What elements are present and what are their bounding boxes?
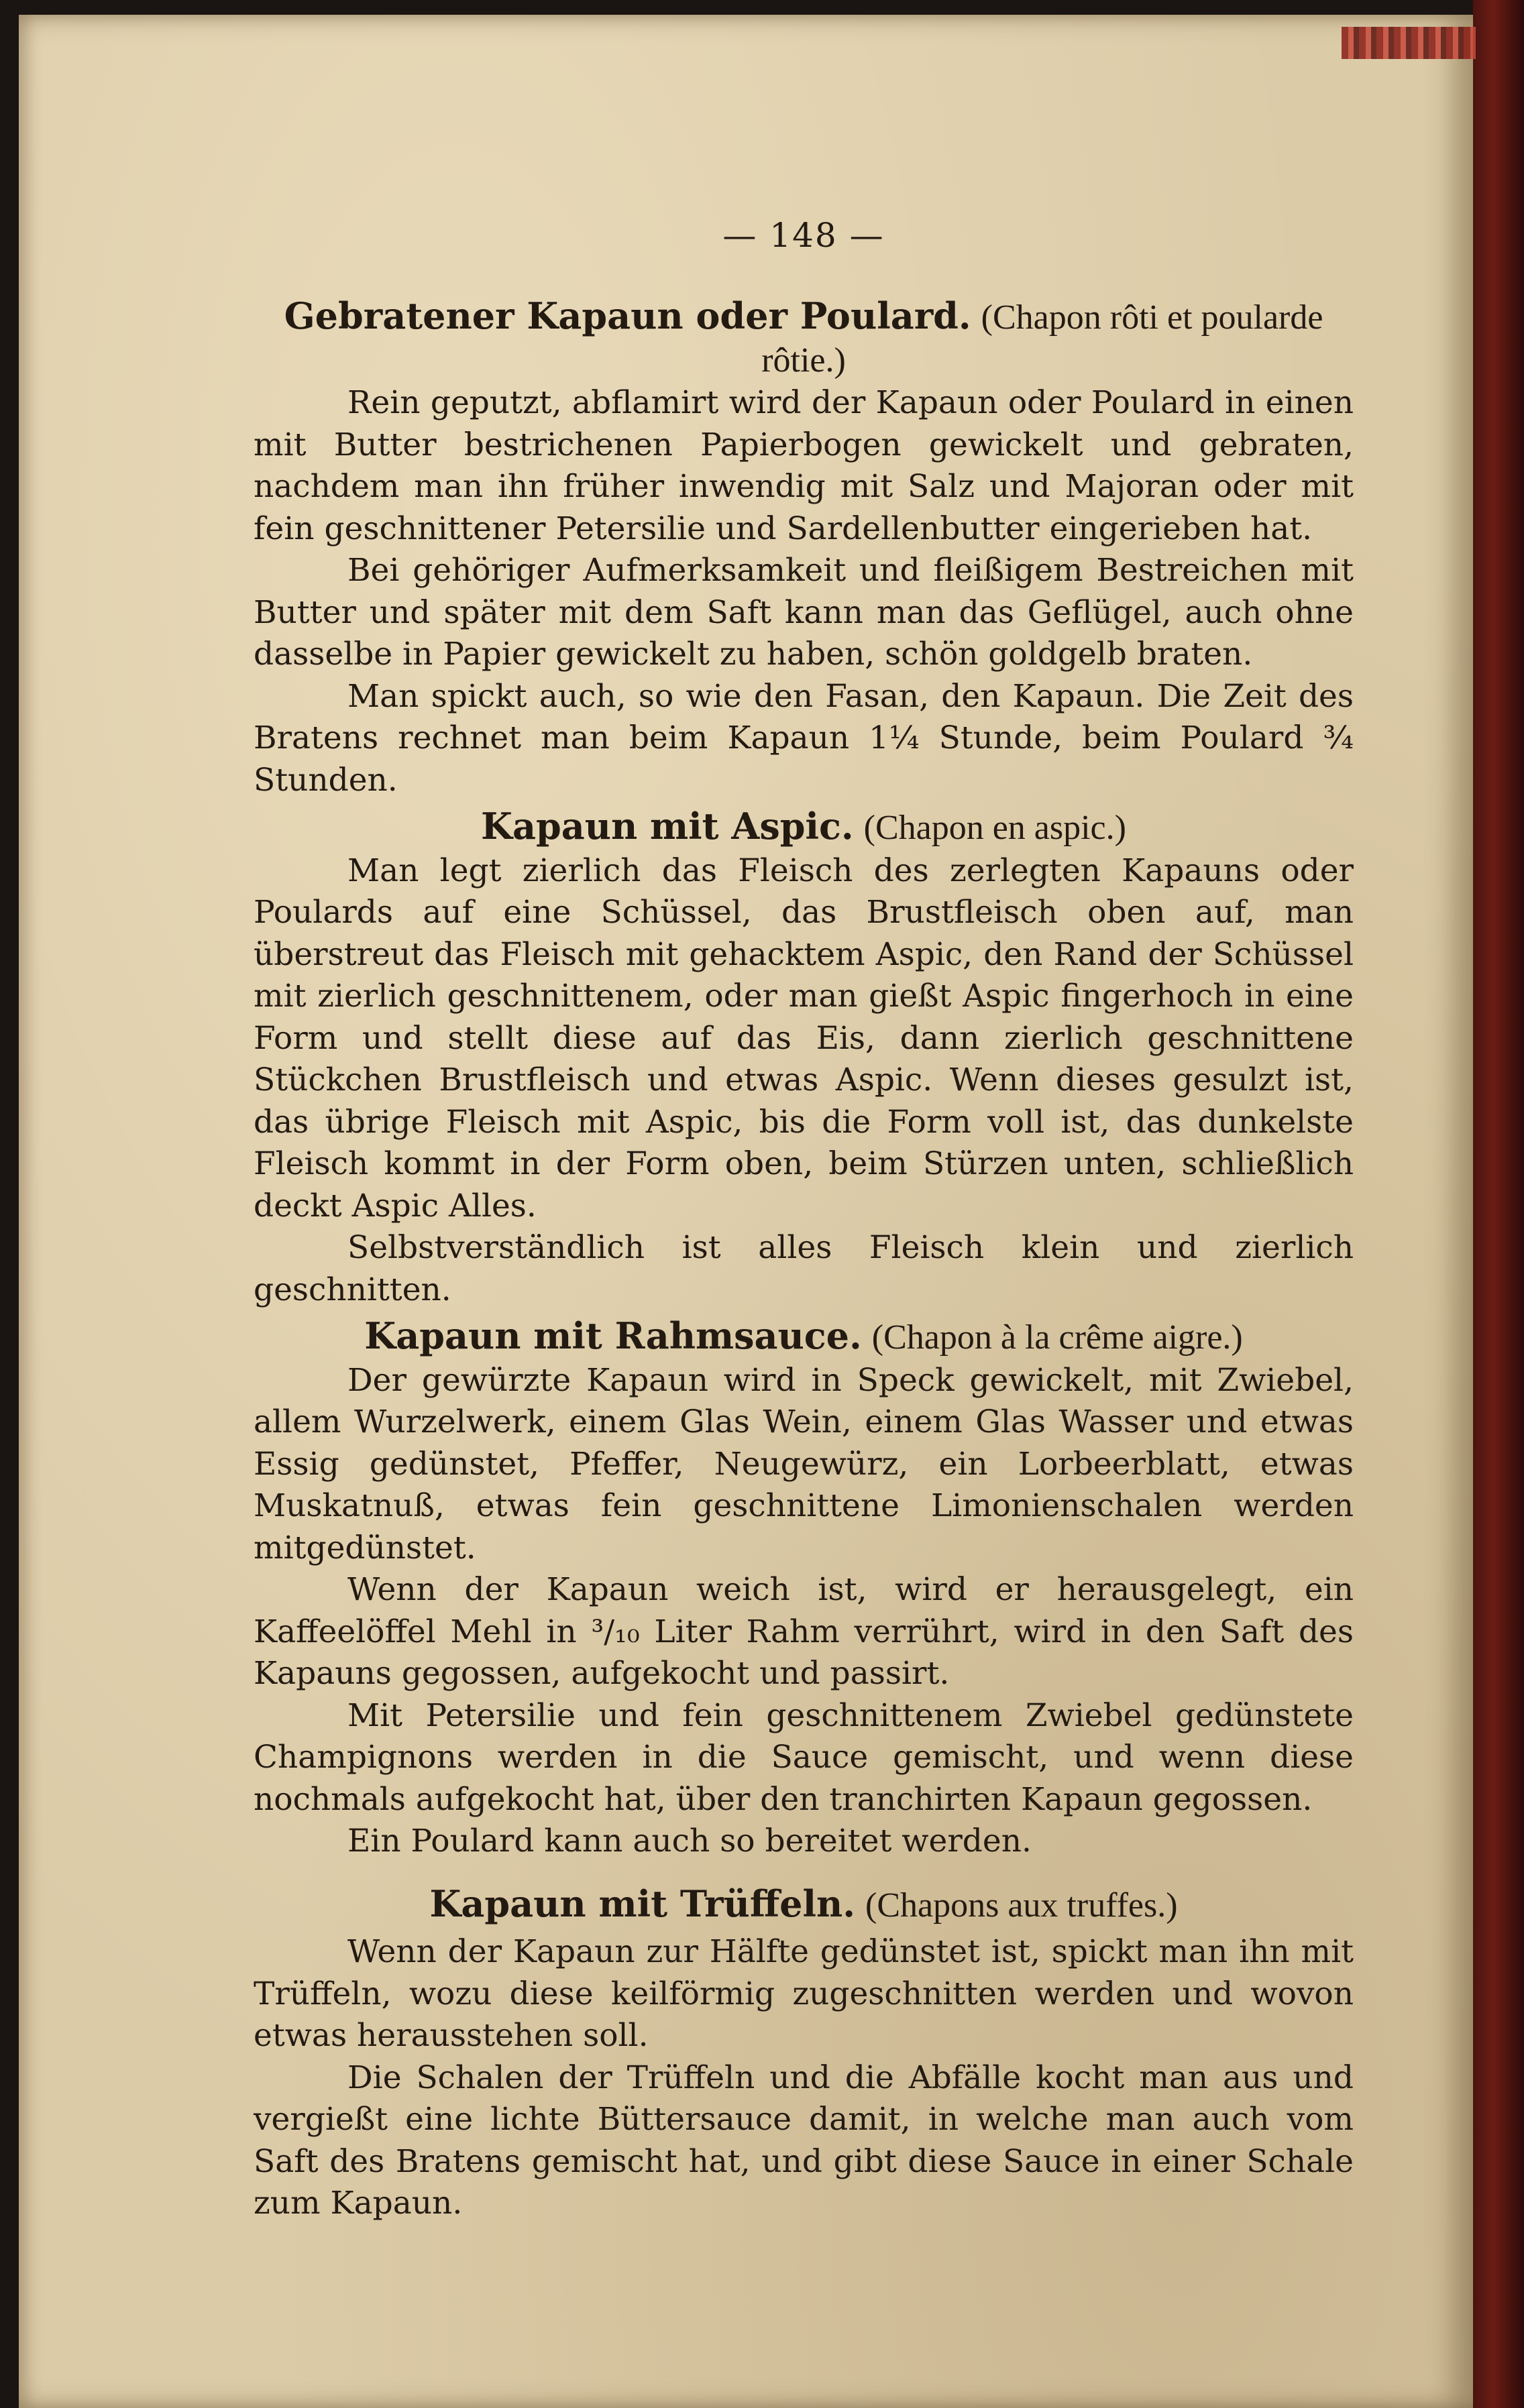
page-number: — 148 —: [722, 216, 885, 255]
paragraph: Bei gehöriger Aufmerksamkeit und fleißigem Bestreichen mit Butter und später mit dem Saft kann man das Geflügel, auch ohne dasselbe in Papier gewickelt zu haben, schön goldgelb braten.: [254, 552, 1354, 673]
paragraph: Selbstverständlich ist alles Fleisch klein und zierlich geschnitten.: [254, 1229, 1354, 1308]
section-heading: [254, 295, 1354, 382]
section-title-fr: (Chapon à la crême aigre.): [871, 1318, 1243, 1357]
paragraph: Man legt zierlich das Fleisch des zerlegten Kapauns oder Poulards auf eine Schüssel, das Brustfleisch oben auf, man überstreut das Fleisch mit gehacktem Aspic, den Rand der Schüssel mit zierlich geschnittenem, oder man gießt Aspic fingerhoch in eine Form und stellt diese auf das Eis, dann zierlich geschnittene Stückchen Brustfleisch und etwas Aspic. Wenn dieses gesulzt ist, das übrige Fleisch mit Aspic, bis die Form voll ist, das dunkelste Fleisch kommt in der Form oben, beim Stürzen unten, schließlich deckt Aspic Alles.: [254, 852, 1354, 1224]
book-edge: [1473, 0, 1524, 2408]
paragraph: Wenn der Kapaun weich ist, wird er herausgelegt, ein Kaffeelöffel Mehl in ³/₁₀ Liter Rahm verrührt, wird in den Saft des Kapauns gegossen, aufgekocht und passirt.: [254, 1571, 1354, 1692]
paragraph: Mit Petersilie und fein geschnittenem Zwiebel gedünstete Champignons werden in die Sauce gemischt, und wenn diese nochmals aufgekocht hat, über den tranchirten Kapaun gegossen.: [254, 1697, 1354, 1818]
section-heading: [254, 1315, 1354, 1360]
paragraph: Wenn der Kapaun zur Hälfte gedünstet ist, spickt man ihn mit Trüffeln, wozu diese keilförmig zugeschnitten werden und wovon etwas herausstehen soll.: [254, 1933, 1354, 2054]
section-title-de: Gebratener Kapaun oder Poulard.: [284, 294, 971, 337]
section-title-fr: (Chapon en aspic.): [863, 809, 1126, 847]
section-title-de: Kapaun mit Rahmsauce.: [364, 1314, 862, 1357]
paragraph: Man spickt auch, so wie den Fasan, den Kapaun. Die Zeit des Bratens rechnet man beim Kapaun 1¼ Stunde, beim Poulard ¾ Stunden.: [254, 677, 1354, 799]
paragraph: Der gewürzte Kapaun wird in Speck gewickelt, mit Zwiebel, allem Wurzelwerk, einem Glas Wein, einem Glas Wasser und etwas Essig gedünstet, Pfeffer, Neugewürz, ein Lorbeerblatt, etwas Muskatnuß, etwas fein geschnittene Limonienschalen werden mitgedünstet.: [254, 1361, 1354, 1566]
section-title-fr: (Chapon rôti et poularde rôtie.): [761, 298, 1323, 380]
section-heading: [254, 1883, 1354, 1928]
section-title-de: Kapaun mit Aspic.: [481, 805, 854, 848]
section-title-de: Kapaun mit Trüffeln.: [429, 1882, 856, 1925]
section-heading: [254, 805, 1354, 850]
page-content: [254, 215, 1354, 2225]
section-title-fr: (Chapons aux truffes.): [865, 1886, 1178, 1925]
paragraph: Die Schalen der Trüffeln und die Abfälle kocht man aus und vergießt eine lichte Büttersauce damit, in welche man auch vom Saft des Bratens gemischt hat, und gibt diese Sauce in einer Schale zum Kapaun.: [254, 2059, 1354, 2222]
paragraph: Ein Poulard kann auch so bereitet werden.: [347, 1823, 1032, 1859]
paragraph: Rein geputzt, abflamirt wird der Kapaun oder Poulard in einen mit Butter bestrichenen Papierbogen gewickelt und gebraten, nachdem man ihn früher inwendig mit Salz und Majoran oder mit fein geschnittener Petersilie und Sardellenbutter eingerieben hat.: [254, 384, 1354, 547]
bookmark-ribbon: [1342, 27, 1476, 59]
